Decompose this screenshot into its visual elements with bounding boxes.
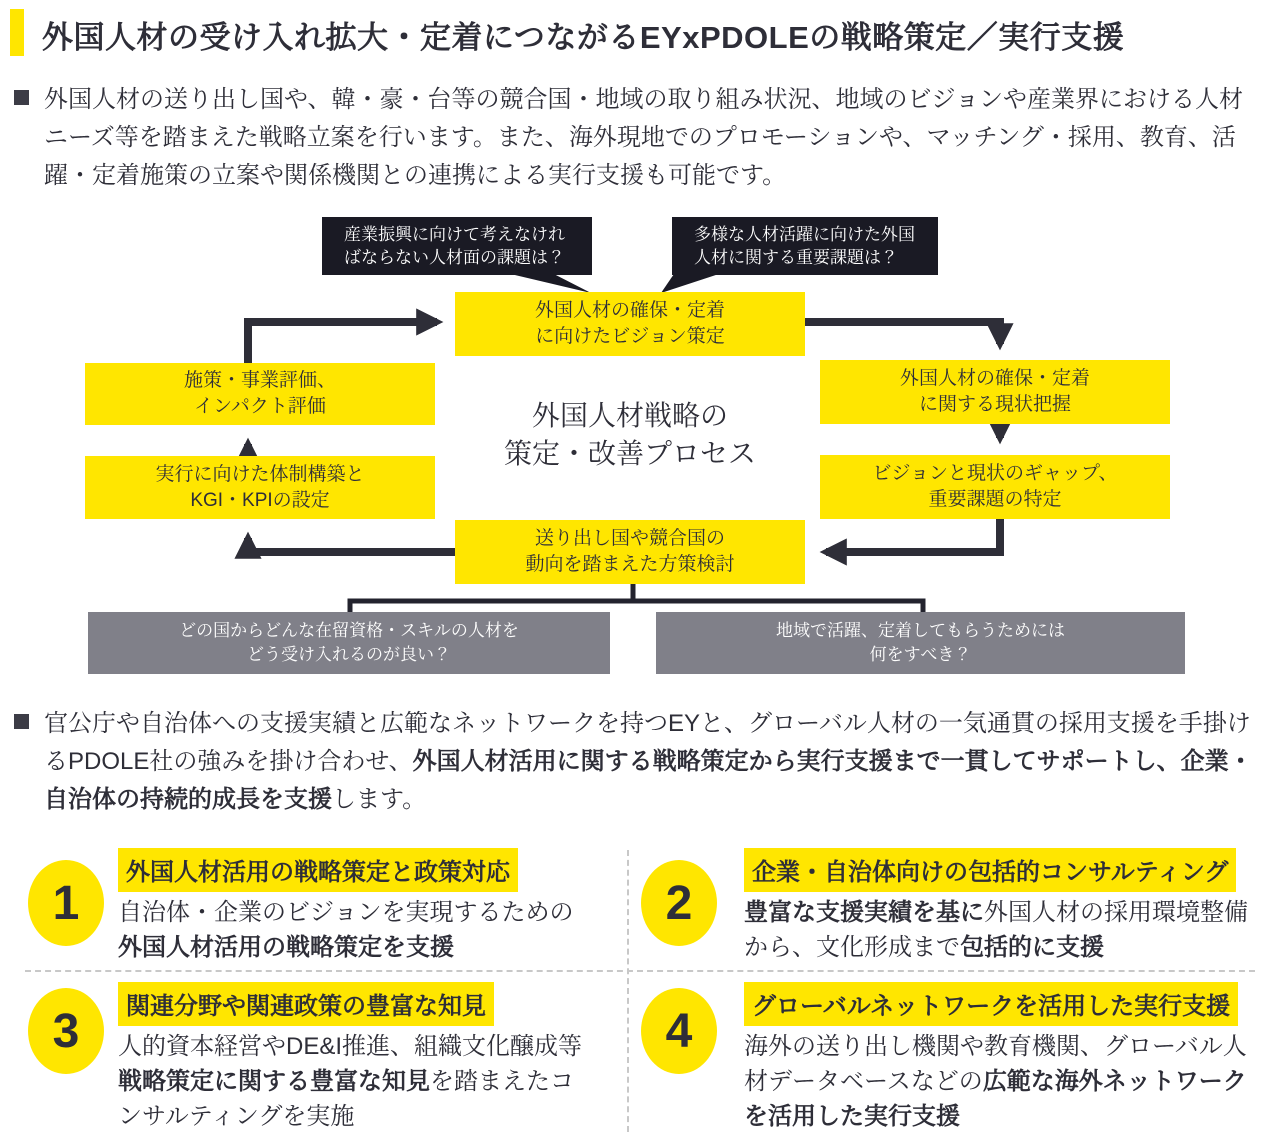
step-line: に向けたビジョン策定 [535,326,725,347]
title-accent-bar [10,9,24,56]
step-policy-box [455,520,805,584]
callout-line: 産業振興に向けて考えなけれ [344,225,565,244]
feature-2-body [744,895,1258,965]
center-label-line: 策定・改善プロセス [503,438,756,469]
step-line: 重要課題の特定 [928,489,1062,510]
step-line: インパクト評価 [194,396,326,417]
step-line: に関する現状把握 [918,394,1071,415]
cycle-center-label [455,397,805,473]
question-line: 地域で活躍、定着してもらうためには [776,621,1065,640]
center-label-line: 外国人材戦略の [531,400,728,431]
question-visa-skill-box [88,612,610,674]
feature-grid [0,840,1280,1139]
arrow-vision-to-current [805,322,1000,344]
summary-text: 官公庁や自治体への支援実績と広範なネットワークを持つEYと、グローバル人材の一気通貫の採用支援を手掛けるPDOLE社の強みを掛け合わせ、 [44,710,1251,775]
feature-text-bold: 豊富な支援実績を基に [744,899,984,926]
question-line: どう受け入れるのが良い？ [247,645,451,664]
feature-3-heading: 関連分野や関連政策の豊富な知見 [118,982,494,1026]
feature-2-heading: 企業・自治体向けの包括的コンサルティング [744,848,1236,892]
step-line: 施策・事業評価、 [183,370,336,391]
feature-number: 3 [52,1004,80,1058]
summary-text-bold: 外国人材活用に関する戦略策定から実行支援まで一貫してサポートし、企業・自治体の持続的成長を支援 [44,748,1253,813]
feature-text-bold: 戦略策定に関する豊富な知見 [118,1068,430,1095]
bullet-square-icon [14,90,29,105]
callout-line: 人材に関する重要課題は？ [694,248,898,267]
step-evaluation-box [85,363,435,425]
feature-2 [744,848,1258,965]
step-line: KGI・KPIの設定 [190,489,330,511]
question-line: 何をすべき？ [869,645,972,664]
page-title: 外国人材の受け入れ拡大・定着につながるEYxPDOLEの戦略策定／実行支援 [42,20,1125,55]
step-line: 外国人材の確保・定着 [899,368,1090,389]
question-line: どの国からどんな在留資格・スキルの人材を [179,621,519,640]
step-line: 送り出し国や競合国の [534,528,725,549]
feature-1-number-badge [28,860,104,946]
feature-3 [118,982,596,1134]
feature-4-heading: グローバルネットワークを活用した実行支援 [744,982,1238,1026]
feature-2-number-badge [641,860,717,946]
arrow-gap-to-policy [826,519,1000,552]
feature-1-body [118,895,596,965]
feature-1-heading: 外国人材活用の戦略策定と政策対応 [118,848,518,892]
callout-line: ばならない人材面の課題は？ [344,248,565,267]
feature-4-body [744,1029,1258,1134]
feature-text: 人的資本経営やDE&I推進、組織文化醸成等 [118,1033,583,1060]
connector-to-questions [350,584,923,613]
horizontal-dashed-divider [25,970,1255,972]
feature-text-bold: 外国人材活用の戦略策定を支援 [118,934,454,961]
feature-number: 1 [52,876,80,930]
feature-4-number-badge [641,988,717,1074]
feature-number: 2 [665,876,693,930]
feature-text: を踏まえたコンサルティングを実施 [118,1068,574,1130]
vertical-dashed-divider [627,850,629,1132]
summary-paragraph [44,705,1256,819]
callout-talent-question [672,217,938,275]
arrow-evaluation-to-vision [248,322,437,363]
question-retention-box [656,612,1185,674]
step-line: 実行に向けた体制構築と [155,463,365,485]
feature-text: 海外の送り出し機関や教育機関、グローバル人材データベースなどの [744,1033,1247,1095]
bullet-square-icon [14,714,29,729]
step-line: ビジョンと現状のギャップ、 [872,463,1118,484]
feature-4 [744,982,1258,1134]
strategy-cycle-diagram [0,205,1280,690]
step-current-state-box [820,360,1170,424]
step-vision-box [455,292,805,356]
feature-text: 外国人材の採用環境整備から、文化形成まで [744,899,1248,961]
summary-text: します。 [332,786,427,813]
arrow-policy-to-structure [248,538,455,552]
callout-line: 多様な人材活躍に向けた外国 [694,225,915,244]
step-structure-box [85,456,435,519]
feature-3-body [118,1029,596,1134]
feature-text-bold: 包括的に支援 [960,934,1104,961]
feature-text: 自治体・企業のビジョンを実現するための [118,899,574,926]
step-line: 動向を踏まえた方策検討 [525,554,735,575]
callout-industry-question [322,217,592,275]
intro-paragraph: 外国人材の送り出し国や、韓・豪・台等の競合国・地域の取り組み状況、地域のビジョンや産業界における人材ニーズ等を踏まえた戦略立案を行います。また、海外現地でのプロモーションや、マッチング・採用、教育、活躍・定着施策の立案や関係機関との連携による実行支援も可能です。 [44,86,1244,189]
feature-text-bold: 広範な海外ネットワークを活用した実行支援 [744,1068,1247,1130]
feature-1 [118,848,596,965]
step-gap-box [820,455,1170,519]
feature-number: 4 [665,1004,693,1058]
step-line: 外国人材の確保・定着 [534,300,725,321]
feature-3-number-badge [28,988,104,1074]
